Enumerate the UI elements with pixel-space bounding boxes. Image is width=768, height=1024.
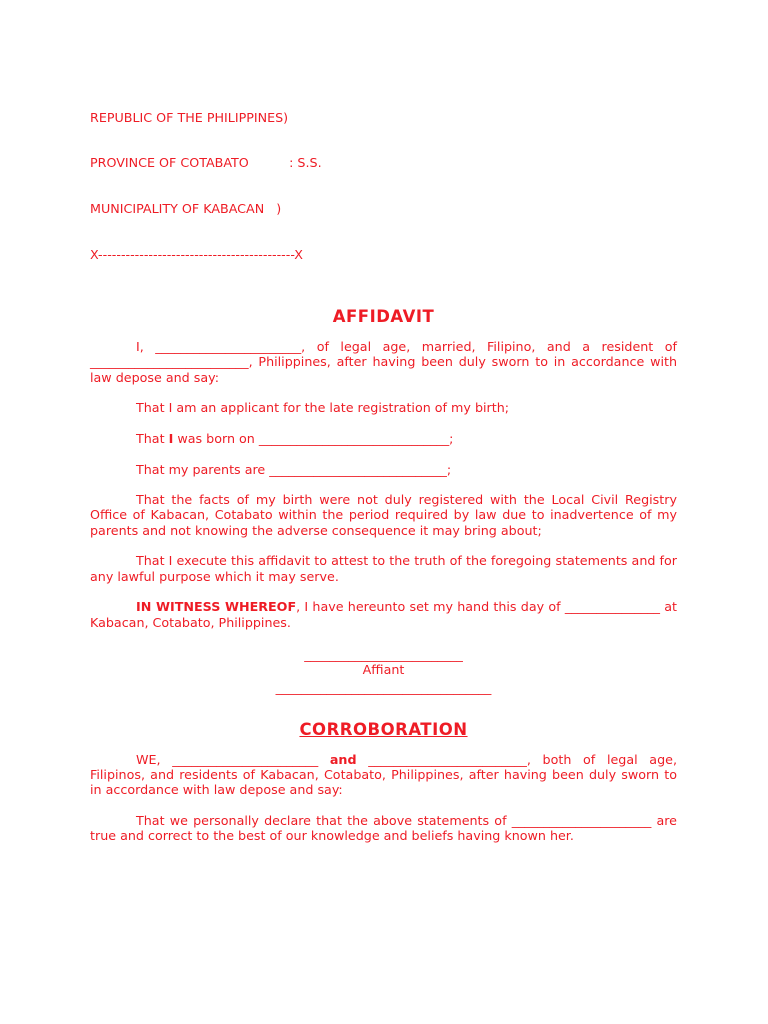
- text: _________________________, both of legal age, Filipinos, and residents of Kabacan, Cotabato, Philippines, after having been duly sworn to in accordance with law depose and say:: [90, 751, 677, 798]
- affidavit-paragraph-2: That I am an applicant for the late registration of my birth;: [136, 400, 510, 416]
- header-line: PROVINCE OF COTABATO : S.S.: [90, 155, 322, 171]
- header-line: MUNICIPALITY OF KABACAN ): [90, 201, 282, 217]
- affidavit-paragraph-4: That my parents are ____________________________;: [136, 461, 452, 477]
- header-line: REPUBLIC OF THE PHILIPPINES): [90, 109, 289, 125]
- affidavit-paragraph-1: I, _______________________, of legal age, married, Filipino, and a resident of _________________________, Philippines, after having been duly sworn to in accordance with law depose and say:: [90, 339, 677, 385]
- text-bold: I: [168, 430, 174, 446]
- affidavit-title: AFFIDAVIT: [332, 307, 435, 327]
- text: was born on ______________________________;: [173, 430, 454, 446]
- header-line: X-------------------------------------------X: [90, 247, 303, 263]
- document-header: [90, 79, 677, 293]
- affidavit-paragraph-3: [90, 431, 677, 446]
- signature-line: _________________________: [304, 646, 463, 662]
- affiant-label: Affiant: [362, 662, 405, 678]
- signature-line-2: __________________________________: [275, 680, 492, 696]
- text: WE, _______________________: [136, 751, 330, 767]
- affidavit-paragraph-5: That the facts of my birth were not duly registered with the Local Civil Registry Office of Kabacan, Cotabato within the period required by law due to inadvertence of my parents and not knowing the adverse consequence it may bring about;: [90, 492, 677, 538]
- text-bold: and: [329, 751, 357, 767]
- witness-heading: IN WITNESS WHEREOF: [136, 599, 297, 615]
- corroboration-paragraph-1: [90, 752, 677, 798]
- corroboration-title: CORROBORATION: [299, 719, 468, 739]
- text: That: [136, 430, 169, 446]
- text: , I have hereunto set my hand this day of _______________ at Kabacan, Cotabato, Philippines.: [90, 599, 677, 630]
- affidavit-paragraph-6: That I execute this affidavit to attest to the truth of the foregoing statements and for any lawful purpose which it may serve.: [90, 553, 677, 584]
- corroboration-paragraph-2: That we personally declare that the above statements of ______________________ are true and correct to the best of our knowledge and beliefs having known her.: [90, 812, 677, 844]
- witness-paragraph: [90, 599, 677, 630]
